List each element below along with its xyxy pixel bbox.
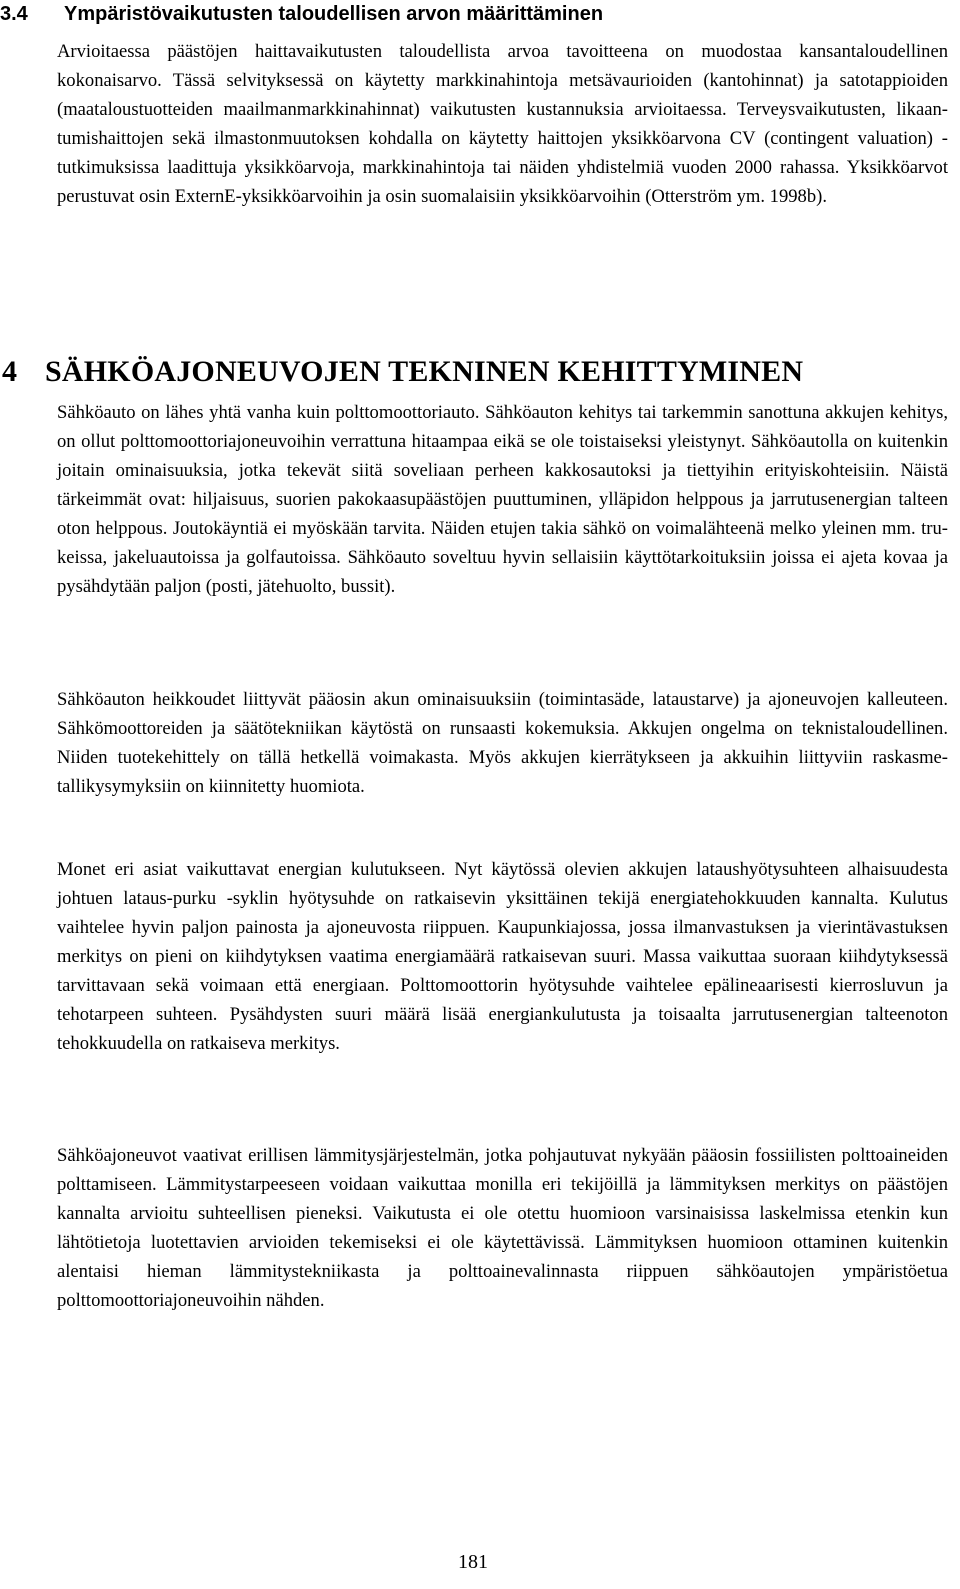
section-title: SÄHKÖAJONEUVOJEN TEKNINEN KEHITTYMINEN	[45, 355, 804, 388]
section-heading	[2, 354, 952, 390]
page-number: 181	[458, 1551, 488, 1573]
section-number: 4	[2, 355, 18, 388]
subsection-heading	[0, 0, 960, 28]
body-paragraph: Sähköauto on lähes yhtä vanha kuin polttomoottoriauto. Sähköauton kehitys tai tarkemmin sanottuna akkujen kehitys, on ollut polttomoottoriajoneuvoihin verrattuna hitaampaa eikä se ole toistaiseksi yleistynyt. Sähköautolla on kuitenkin joitain ominaisuuksia, jotka tekevät siitä soveliaan perheen kakkosautoksi ja tiettyihin erityiskohteisiin. Näistä tärkeimmät ovat: hiljaisuus, suorien pakokaasupäästöjen puuttuminen, ylläpidon helppous ja jarrutusenergian talteen oton helppous. Joutokäyntiä ei myöskään tarvita. Näiden etujen takia sähkö on voimalähteenä melko yleinen mm. trukeissa, jakeluautoissa ja golfautoissa. Sähköauto soveltuu hyvin sellaisiin käyttötarkoituksiin joissa ei ajeta kovaa ja pysähdytään paljon (posti, jätehuolto, bussit).	[57, 402, 948, 597]
subsection-paragraph: Arvioitaessa päästöjen haittavaikutusten taloudellista arvoa tavoitteena on muodostaa kansantaloudellinen kokonaisarvo. Tässä selvityksessä on käytetty markkinahintoja metsävaurioiden (kantohinnat) ja satotappioiden (maataloustuotteiden maailmanmarkkinahinnat) vaikutusten kustannuksia arvioitaessa. Terveysvaikutusten, likaantumishaittojen sekä ilmastonmuutoksen kohdalla on käytetty haittojen yksikköarvona CV (contingent valuation) -tutkimuksissa laadittuja yksikköarvoja, markkinahintoja tai näiden yhdistelmiä vuoden 2000 rahassa. Yksikköarvot perustuvat osin ExternE-yksikköarvoihin ja osin suomalaisiin yksikköarvoihin (Otterström ym. 1998b).	[57, 41, 948, 207]
subsection-number: 3.4	[0, 3, 28, 25]
subsection-title: Ympäristövaikutusten taloudellisen arvon määrittäminen	[64, 3, 604, 25]
body-paragraph: Sähköajoneuvot vaativat erillisen lämmitysjärjestelmän, jotka pohjautuvat nykyään pääosin fossiilisten polttoaineiden polttamiseen. Lämmitystarpeeseen voidaan vaikuttaa monilla eri tekijöillä ja lämmityksen merkitys on päästöjen kannalta arvioitu suhteellisen pieneksi. Vaikutusta ei ole otettu huomioon varsinaisissa laskelmissa etenkin kun lähtötietoja luotettavien arvioiden tekemiseksi ei ole käytettävissä. Lämmityksen huomioon ottaminen kuitenkin alentaisi hieman lämmitystekniikasta ja polttoainevalinnasta riippuen sähköautojen ympäristöetua polttomoottoriajoneuvoihin nähden.	[57, 1145, 948, 1311]
body-paragraph: Sähköauton heikkoudet liittyvät pääosin akun ominaisuuksiin (toimintasäde, lataustarve) ja ajoneuvojen kalleuteen. Sähkömoottoreiden ja säätötekniikan käytöstä on runsaasti kokemuksia. Akkujen ongelma on teknistaloudellinen. Niiden tuotekehittely on tällä hetkellä voimakasta. Myös akkujen kierrätykseen ja akkuihin liittyviin raskasmetallikysymyksiin on kiinnitetty huomiota.	[57, 689, 948, 797]
body-paragraph: Monet eri asiat vaikuttavat energian kulutukseen. Nyt käytössä olevien akkujen lataushyötysuhteen alhaisuudesta johtuen lataus-purku -syklin hyötysuhde on ratkaisevin yksittäinen tekijä energiatehokkuuden kannalta. Kulutus vaihtelee hyvin paljon painosta ja ajoneuvosta riippuen. Kaupunkiajossa, jossa ilmanvastuksen ja vierintävastuksen merkitys on pieni on kiihdytyksen vaatima energiamäärä ratkaisevan suuri. Massa vaikuttaa suoraan kiihdytyksessä tarvittavaan sekä voimaan että energiaan. Polttomoottorin hyötysuhde vaihtelee epälineaarisesti kierrosluvun ja tehotarpeen suhteen. Pysähdysten suuri määrä lisää energiankulutusta ja toisaalta jarrutusenergian talteenoton tehokkuudella on ratkaiseva merkitys.	[57, 859, 948, 1054]
